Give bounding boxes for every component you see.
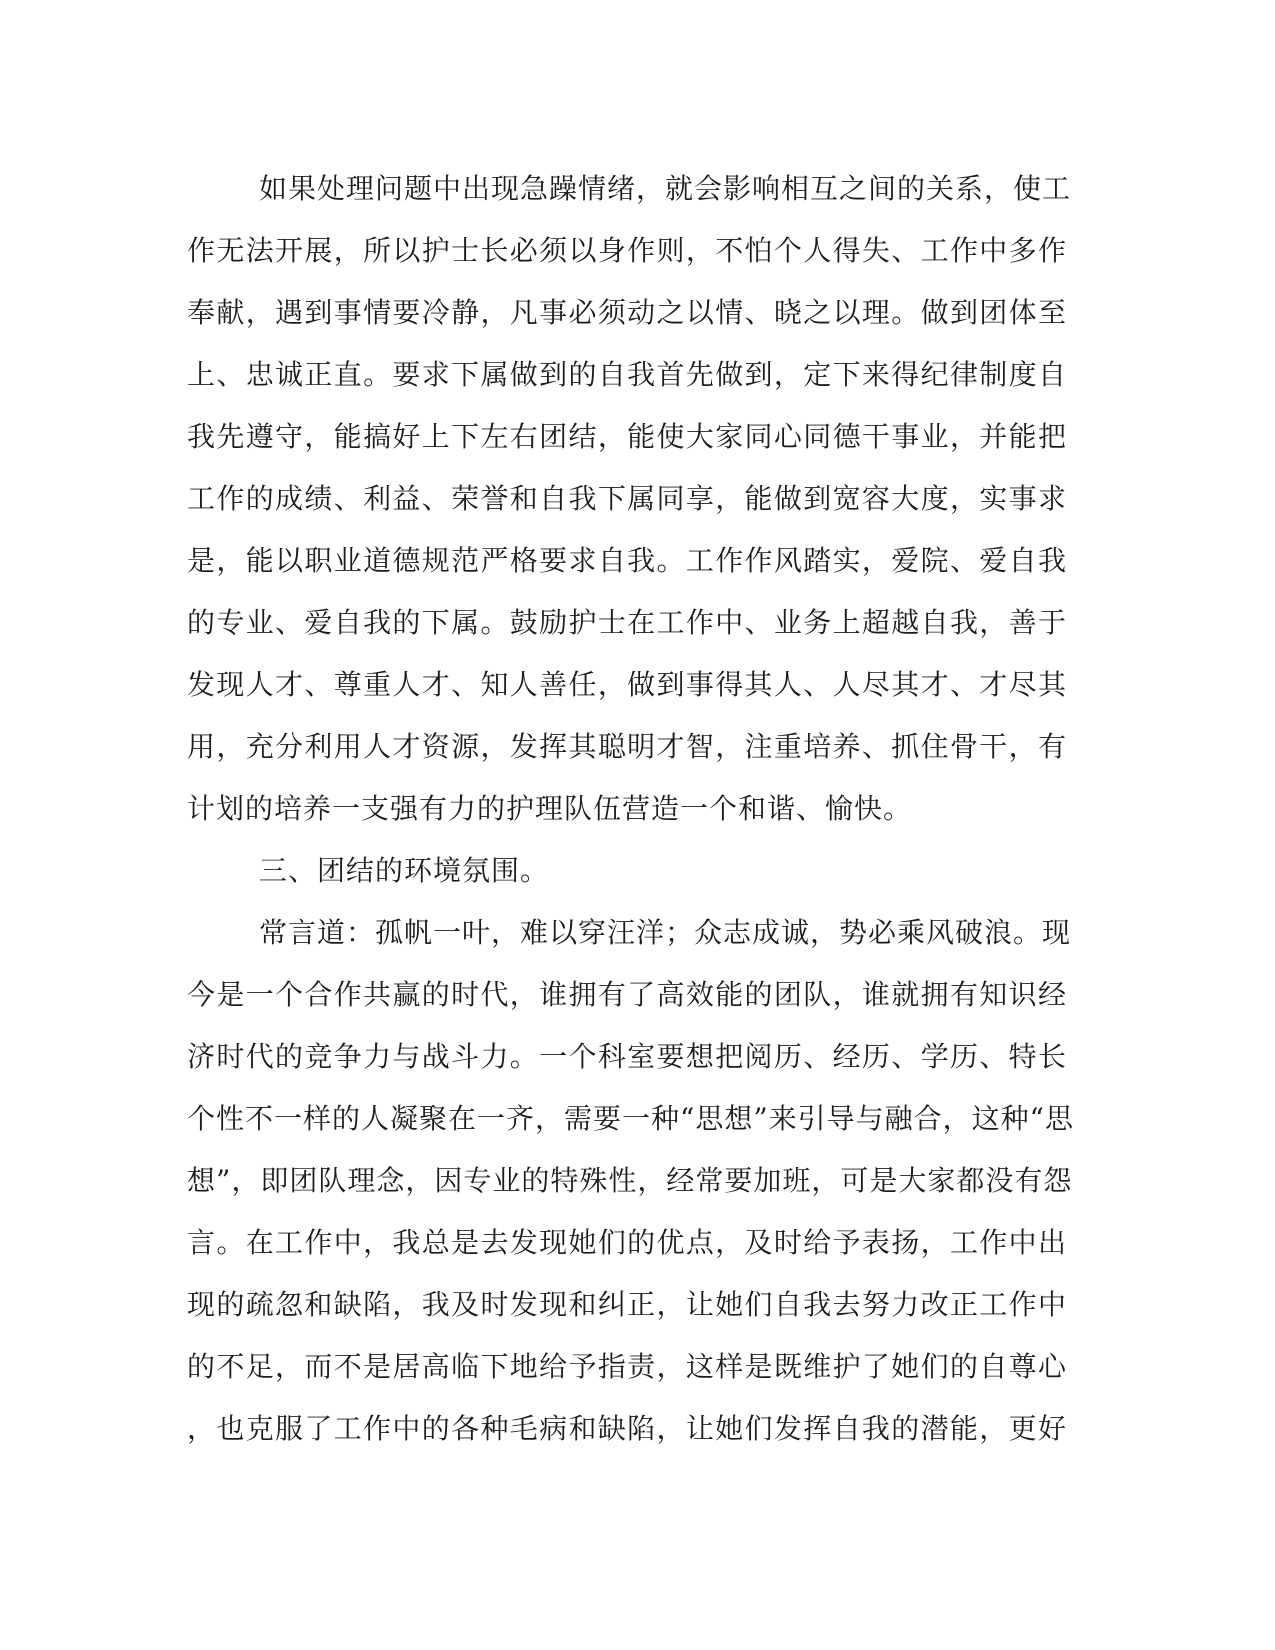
text-line: 个性不一样的人凝聚在一齐，需要一种“思想”来引导与融合，这种“思 [187, 1102, 1074, 1135]
text-line: 发现人才、尊重人才、知人善任，做到事得其人、人尽其才、才尽其 [187, 668, 1067, 701]
text-line: 如果处理问题中出现急躁情绪，就会影响相互之间的关系，使工 [259, 172, 1072, 205]
text-line: 济时代的竞争力与战斗力。一个科室要想把阅历、经历、学历、特长 [187, 1040, 1067, 1073]
text-line: 常言道：孤帆一叶，难以穿汪洋；众志成诚，势必乘风破浪。现 [259, 916, 1072, 949]
text-line: 上、忠诚正直。要求下属做到的自我首先做到，定下来得纪律制度自 [187, 358, 1067, 391]
text-line: 言。在工作中，我总是去发现她们的优点，及时给予表扬，工作中出 [187, 1226, 1067, 1259]
section-heading: 三、团结的环境氛围。 [259, 854, 550, 887]
text-line: 的不足，而不是居高临下地给予指责，这样是既维护了她们的自尊心 [187, 1350, 1067, 1383]
text-line: 工作的成绩、利益、荣誉和自我下属同享，能做到宽容大度，实事求 [187, 482, 1067, 515]
text-line: 是，能以职业道德规范严格要求自我。工作作风踏实，爱院、爱自我 [187, 544, 1067, 577]
text-line: 计划的培养一支强有力的护理队伍营造一个和谐、愉快。 [187, 792, 913, 825]
text-line: 今是一个合作共赢的时代，谁拥有了高效能的团队，谁就拥有知识经 [187, 978, 1067, 1011]
text-line: 用，充分利用人才资源，发挥其聪明才智，注重培养、抓住骨干，有 [187, 730, 1067, 763]
body-text [187, 158, 1074, 1460]
text-line: 现的疏忽和缺陷，我及时发现和纠正，让她们自我去努力改正工作中 [187, 1288, 1067, 1321]
text-line: 作无法开展，所以护士长必须以身作则，不怕个人得失、工作中多作 [187, 234, 1067, 267]
text-line: 的专业、爱自我的下属。鼓励护士在工作中、业务上超越自我，善于 [187, 606, 1067, 639]
text-line: 奉献，遇到事情要冷静，凡事必须动之以情、晓之以理。做到团体至 [187, 296, 1067, 329]
text-line: 我先遵守，能搞好上下左右团结，能使大家同心同德干事业，并能把 [187, 420, 1067, 453]
paragraph-1 [187, 158, 1072, 840]
text-line: ，也克服了工作中的各种毛病和缺陷，让她们发挥自我的潜能，更好 [187, 1412, 1067, 1445]
paragraph-2 [187, 902, 1074, 1460]
text-line: 想”，即团队理念，因专业的特殊性，经常要加班，可是大家都没有怨 [187, 1164, 1073, 1197]
